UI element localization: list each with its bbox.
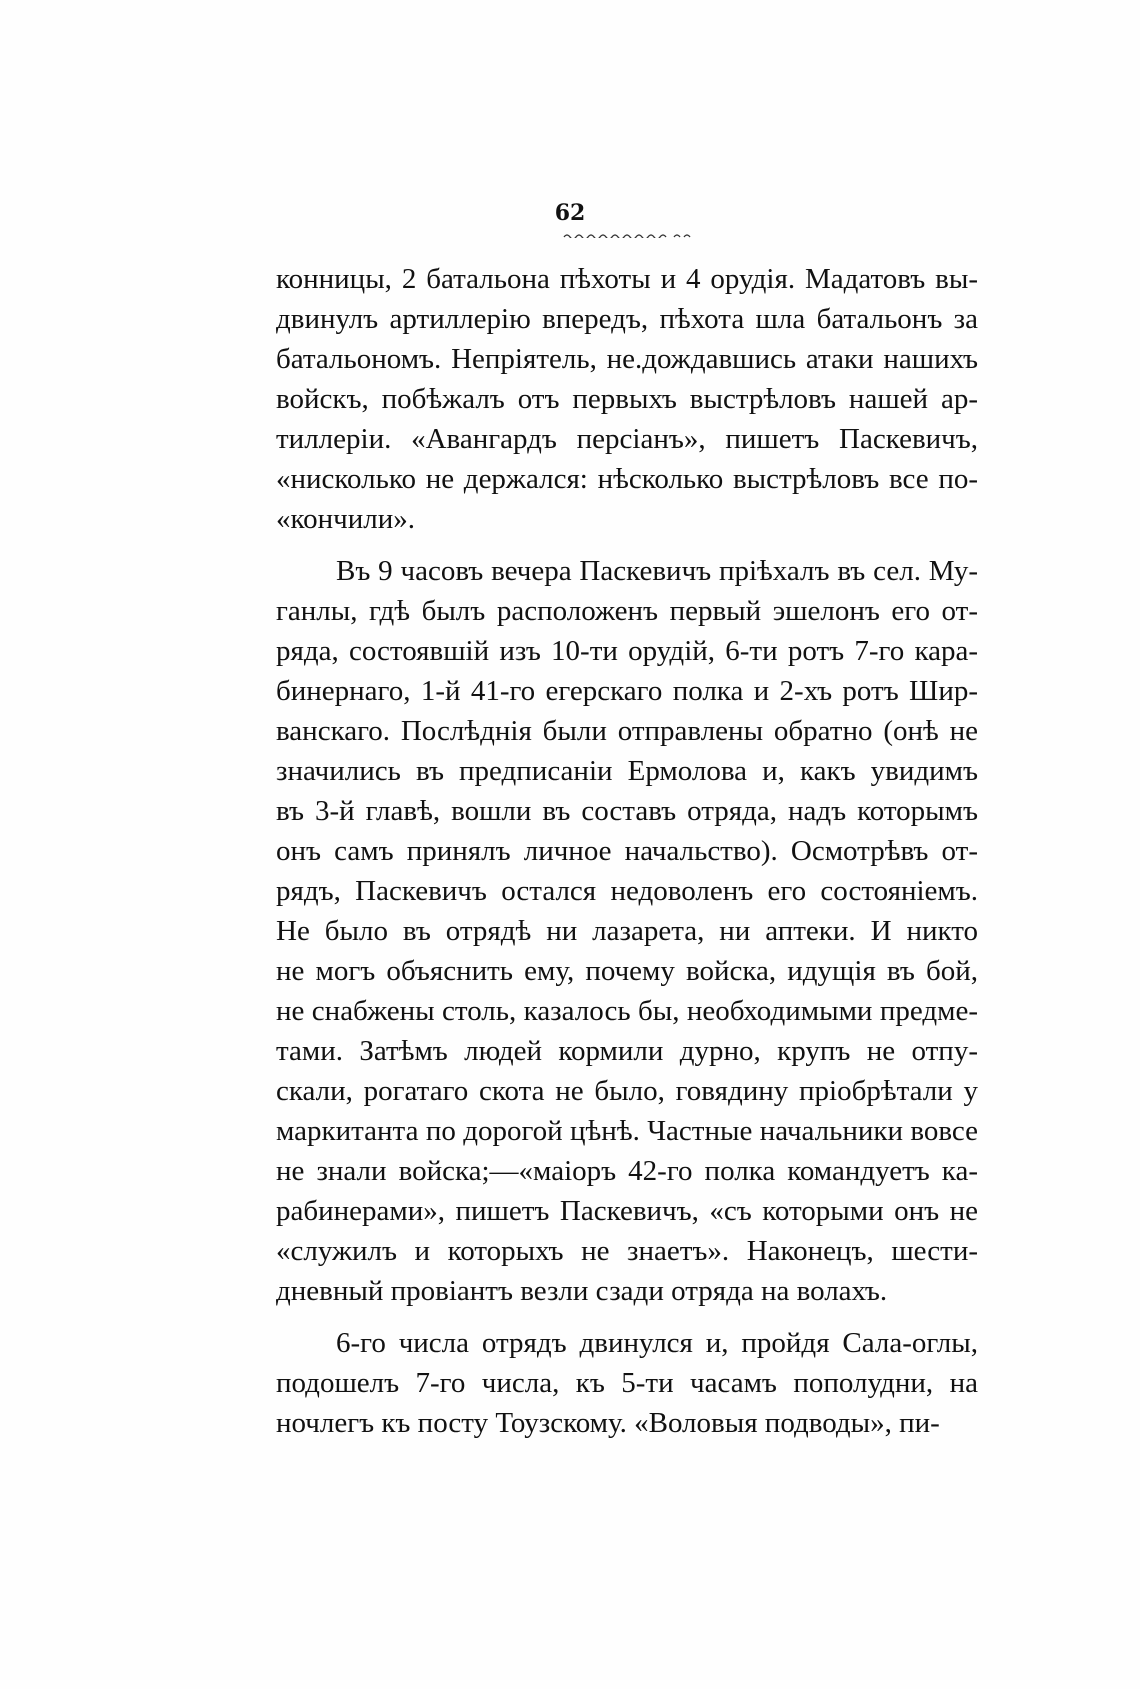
text-line: подошелъ 7-го числа, къ 5-ти часамъ пополудни, на: [276, 1367, 978, 1399]
header-ornament: [562, 228, 692, 238]
text-line: Не было въ отрядѣ ни лазарета, ни аптеки. И никто: [276, 915, 978, 947]
text-line: дневный провіантъ везли сзади отряда на волахъ.: [276, 1275, 888, 1307]
text-line: Въ 9 часовъ вечера Паскевичъ пріѣхалъ въ сел. Му-: [336, 555, 978, 587]
paragraph-gap: [276, 539, 978, 551]
text-line: рабинерами», пишетъ Паскевичъ, «съ которыми онъ не: [276, 1195, 978, 1227]
text-line: значились въ предписаніи Ермолова и, какъ увидимъ: [276, 755, 978, 787]
text-line: ряда, состоявшій изъ 10-ти орудій, 6-ти ротъ 7-го кара-: [276, 635, 978, 667]
body-text: [276, 259, 978, 1443]
text-line: рядъ, Паскевичъ остался недоволенъ его состояніемъ.: [276, 875, 978, 907]
text-line: не снабжены столь, казалось бы, необходимыми предме-: [276, 995, 978, 1027]
text-line: маркитанта по дорогой цѣнѣ. Частные начальники вовсе: [276, 1115, 978, 1147]
text-line: тами. Затѣмъ людей кормили дурно, крупъ не отпу-: [276, 1035, 978, 1067]
text-line: не знали войска;—«маіоръ 42-го полка командуетъ ка-: [276, 1155, 978, 1187]
text-line: войскъ, побѣжалъ отъ первыхъ выстрѣловъ нашей ар-: [276, 383, 978, 415]
text-line: тиллеріи. «Авангардъ персіанъ», пишетъ Паскевичъ,: [276, 423, 978, 455]
text-line: ганлы, гдѣ былъ расположенъ первый эшелонъ его от-: [276, 595, 978, 627]
page-number: 62: [554, 200, 586, 226]
paragraph: [276, 551, 978, 1311]
text-line: «служилъ и которыхъ не знаетъ». Наконецъ, шести-: [276, 1235, 978, 1267]
text-line: «кончили».: [276, 503, 415, 535]
text-line: ночлегъ къ посту Тоузскому. «Воловыя подводы», пи-: [276, 1407, 940, 1439]
wavy-ornament-icon: [562, 231, 692, 238]
text-line: онъ самъ принялъ личное начальство). Осмотрѣвъ от-: [276, 835, 978, 867]
paragraph: [276, 1323, 978, 1443]
paragraph-gap: [276, 1311, 978, 1323]
text-line: батальономъ. Непріятель, не.дождавшись атаки нашихъ: [276, 343, 978, 375]
text-line: ванскаго. Послѣднія были отправлены обратно (онѣ не: [276, 715, 978, 747]
text-line: «нисколько не держался: нѣсколько выстрѣловъ все по-: [276, 463, 978, 495]
paragraph: [276, 259, 978, 539]
text-line: 6-го числа отрядъ двинулся и, пройдя Сала-оглы,: [336, 1327, 978, 1359]
text-line: конницы, 2 батальона пѣхоты и 4 орудія. Мадатовъ вы-: [276, 263, 978, 295]
text-line: бинернаго, 1-й 41-го егерскаго полка и 2-хъ ротъ Шир-: [276, 675, 978, 707]
text-line: въ 3-й главѣ, вошли въ составъ отряда, надъ которымъ: [276, 795, 978, 827]
text-line: двинулъ артиллерію впередъ, пѣхота шла батальонъ за: [276, 303, 978, 335]
text-line: не могъ объяснить ему, почему войска, идущія въ бой,: [276, 955, 978, 987]
text-line: скали, рогатаго скота не было, говядину пріобрѣтали у: [276, 1075, 978, 1107]
